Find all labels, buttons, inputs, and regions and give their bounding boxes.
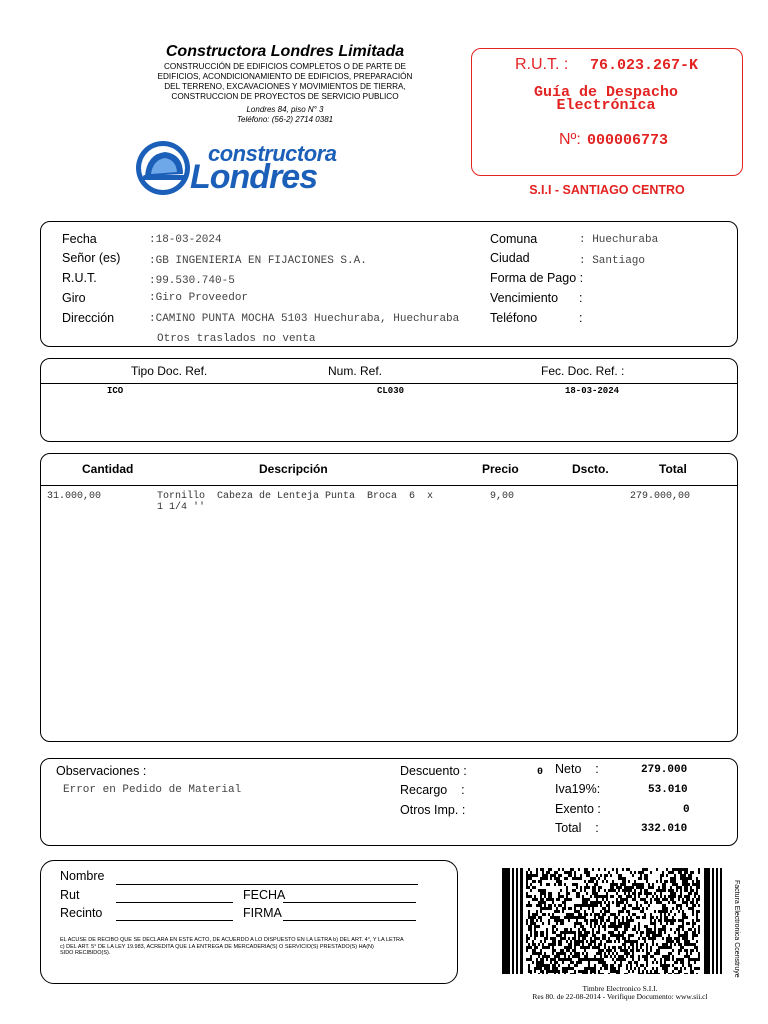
neto-label: Neto : bbox=[555, 762, 599, 776]
legal-line: EL ACUSE DE RECIBO QUE SE DECLARA EN ESTE ACTO, DE ACUERDO A LO DISPUESTO EN LA LETRA b) DEL ART. 4°, Y LA LETRA bbox=[60, 937, 404, 943]
recinto-line[interactable] bbox=[116, 920, 233, 921]
folio-value: 000006773 bbox=[587, 132, 669, 149]
recinto-label: Recinto bbox=[60, 906, 103, 920]
senor-label: Señor (es) bbox=[62, 251, 121, 265]
comuna-label: Comuna bbox=[490, 232, 538, 246]
total-value: 332.010 bbox=[641, 823, 688, 835]
company-contact bbox=[100, 105, 470, 125]
giro-value: :Giro Proveedor bbox=[149, 292, 249, 304]
items-header-precio: Precio bbox=[482, 462, 519, 476]
ref-tipo-value: ICO bbox=[107, 386, 124, 396]
timbre-barcode-icon bbox=[502, 868, 722, 974]
items-header-cantidad: Cantidad bbox=[82, 462, 134, 476]
observaciones-value: Error en Pedido de Material bbox=[63, 784, 242, 796]
ref-header-fecha: Fec. Doc. Ref. : bbox=[541, 364, 625, 378]
neto-value: 279.000 bbox=[641, 764, 688, 776]
legal-line: c) DEL ART. 5° DE LA LEY 19.983, ACREDITA QUE LA ENTREGA DE MERCADERIA(S) O SERVICIO(S) PRESTADO(S) HA(N) bbox=[60, 943, 374, 950]
ref-fecha-value: 18-03-2024 bbox=[565, 386, 620, 396]
rut-label: R.U.T. : bbox=[515, 56, 569, 73]
vencimiento-label: Vencimiento bbox=[490, 291, 559, 305]
descuento-label: Descuento : bbox=[400, 764, 467, 778]
firma-label: FIRMA bbox=[243, 906, 282, 920]
exento-label: Exento : bbox=[555, 802, 601, 816]
company-desc-line: EDIFICIOS, ACONDICIONAMIENTO DE EDIFICIOS, PREPARACIÓN bbox=[157, 72, 413, 81]
nombre-line[interactable] bbox=[116, 884, 418, 885]
document-title-line-2: Electrónica bbox=[556, 97, 656, 114]
recargo-label: Recargo : bbox=[400, 783, 465, 797]
legal-line: SIDO RECIBIDO(S). bbox=[60, 950, 111, 956]
folio-label: Nº: bbox=[559, 131, 581, 148]
direccion-value: :CAMINO PUNTA MOCHA 5103 Huechuraba, Huechuraba bbox=[149, 313, 460, 325]
rut-receiver-value: :99.530.740-5 bbox=[149, 275, 235, 287]
exento-value: 0 bbox=[683, 804, 690, 816]
company-address: Londres 84, piso N° 3 bbox=[246, 105, 324, 114]
item-cantidad: 31.000,00 bbox=[47, 491, 102, 502]
company-name: Constructora Londres Limitada bbox=[165, 43, 405, 60]
iva-label: Iva19%: bbox=[555, 782, 601, 796]
giro-label: Giro bbox=[62, 291, 86, 305]
ref-header-tipo: Tipo Doc. Ref. bbox=[131, 364, 208, 378]
descuento-value: 0 bbox=[537, 767, 544, 778]
timbre-line-1: Timbre Electronico S.I.I. bbox=[582, 984, 658, 993]
acuse-rut-label: Rut bbox=[60, 888, 80, 902]
vertical-note: Factura Electronica Ccenstruye bbox=[733, 880, 740, 978]
company-desc-line: DEL TERRENO, EXCAVACIONES Y MOVIMIENTOS DE TIERRA, bbox=[164, 82, 406, 91]
items-header-descripcion: Descripción bbox=[259, 462, 328, 476]
timbre-text bbox=[500, 985, 740, 1001]
otros-imp-label: Otros Imp. : bbox=[400, 803, 466, 817]
acuse-fecha-label: FECHA bbox=[243, 888, 286, 902]
company-desc-line: CONSTRUCCION DE PROYECTOS DE SERVICIO PUBLICO bbox=[171, 92, 399, 101]
traslado-type: Otros traslados no venta bbox=[157, 333, 316, 345]
items-header-divider bbox=[41, 485, 737, 486]
item-descripcion-cont: 1 1/4 '' bbox=[157, 502, 206, 513]
company-desc-line: CONSTRUCCIÓN DE EDIFICIOS COMPLETOS O DE PARTE DE bbox=[163, 62, 407, 71]
ref-num-value: CL030 bbox=[377, 386, 405, 396]
helmet-logo-icon bbox=[135, 138, 195, 198]
document-title-line-1: Guía de Despacho bbox=[533, 84, 679, 101]
total-label: Total : bbox=[555, 821, 599, 835]
timbre-line-2: Res 80. de 22-08-2014 - Verifique Documento: www.sii.cl bbox=[532, 992, 708, 1001]
acuse-legal-text bbox=[60, 937, 440, 957]
direccion-label: Dirección bbox=[62, 311, 115, 325]
forma-pago-label: Forma de Pago : bbox=[490, 271, 584, 285]
references-header-divider bbox=[41, 383, 737, 384]
observaciones-label: Observaciones : bbox=[56, 764, 147, 778]
rut-value: 76.023.267-K bbox=[590, 57, 699, 74]
ciudad-value: : Santiago bbox=[579, 255, 646, 267]
items-header-dscto: Dscto. bbox=[572, 462, 609, 476]
logo-word-constructora: constructora bbox=[208, 141, 337, 166]
telefono-label: Teléfono bbox=[490, 311, 538, 325]
acuse-rut-line[interactable] bbox=[116, 902, 233, 903]
item-total: 279.000,00 bbox=[630, 491, 691, 502]
nombre-label: Nombre bbox=[60, 869, 105, 883]
fecha-value: :18-03-2024 bbox=[149, 234, 222, 246]
items-header-total: Total bbox=[659, 462, 687, 476]
item-precio: 9,00 bbox=[490, 491, 515, 502]
ref-header-num: Num. Ref. bbox=[328, 364, 383, 378]
sii-office: S.I.I - SANTIAGO CENTRO bbox=[529, 183, 685, 197]
vencimiento-value: : bbox=[579, 291, 583, 305]
company-description bbox=[95, 62, 475, 102]
ciudad-label: Ciudad bbox=[490, 251, 530, 265]
firma-line[interactable] bbox=[283, 920, 416, 921]
company-phone: Teléfono: (56-2) 2714 0381 bbox=[236, 115, 334, 124]
rut-receiver-label: R.U.T. bbox=[62, 271, 97, 285]
document-title bbox=[480, 86, 732, 112]
telefono-value: : bbox=[579, 311, 583, 325]
fecha-label: Fecha bbox=[62, 232, 97, 246]
senor-value: :GB INGENIERIA EN FIJACIONES S.A. bbox=[149, 255, 367, 267]
item-descripcion: Tornillo Cabeza de Lenteja Punta Broca 6 x bbox=[157, 491, 434, 502]
comuna-value: : Huechuraba bbox=[579, 234, 659, 246]
logo-word-londres: Londres bbox=[190, 158, 318, 196]
iva-value: 53.010 bbox=[648, 784, 688, 796]
acuse-fecha-line[interactable] bbox=[283, 902, 416, 903]
